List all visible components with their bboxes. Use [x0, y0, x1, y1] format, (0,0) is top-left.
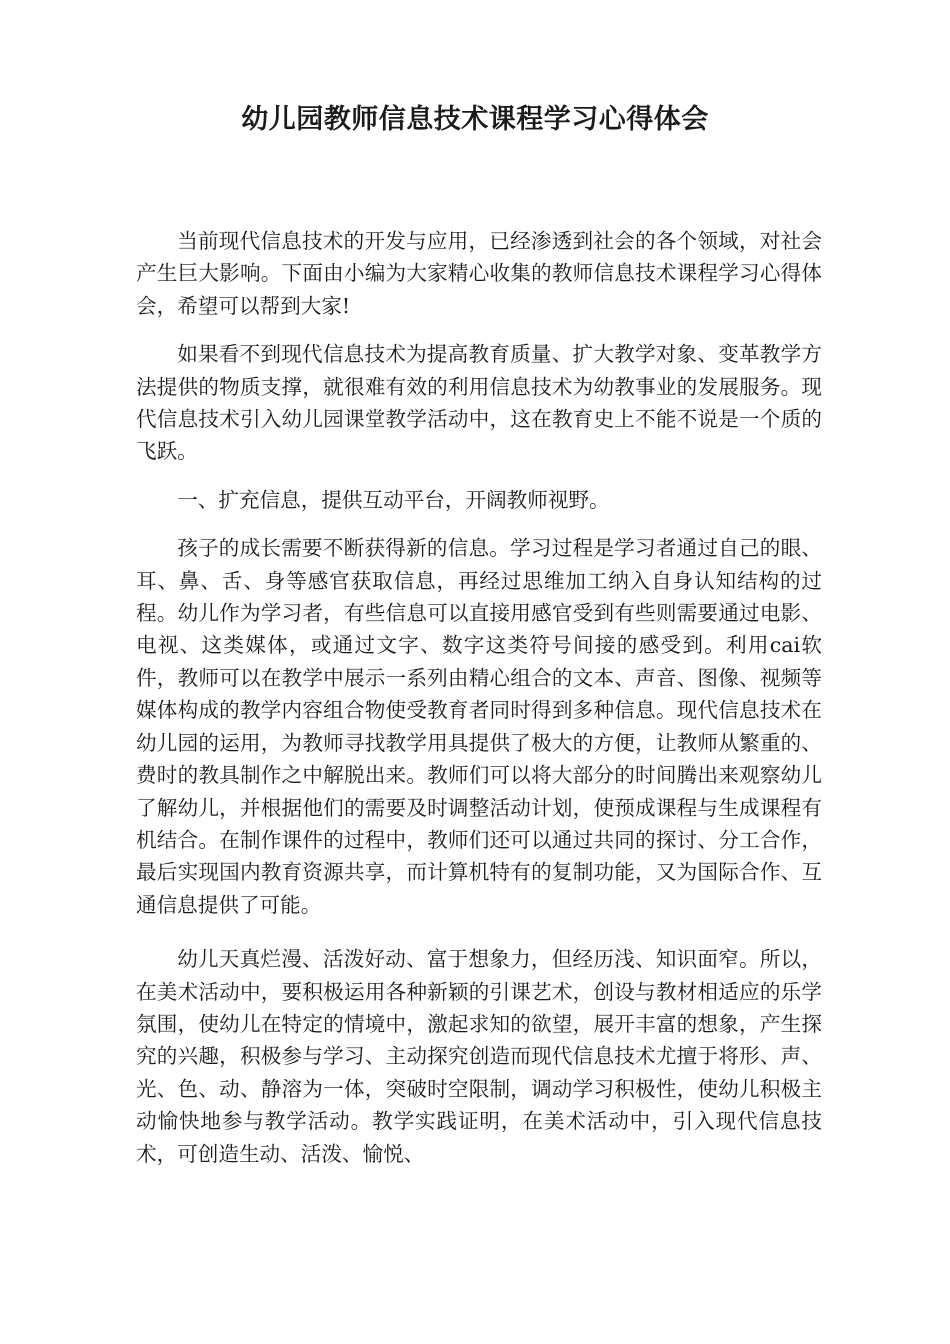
paragraph-support: 如果看不到现代信息技术为提高教育质量、扩大教学对象、变革教学方法提供的物质支撑，就很难有效的利用信息技术为幼教事业的发展服务。现代信息技术引入幼儿园课堂教学活动中，这在教育史上不能不说是一个质的飞跃。: [136, 342, 822, 464]
paragraph-information: 孩子的成长需要不断获得新的信息。学习过程是学习者通过自己的眼、耳、鼻、舌、身等感官获取信息，再经过思维加工纳入自身认知结构的过程。幼儿作为学习者，有些信息可以直接用感官受到有些则需要通过电影、电视、这类媒体，或通过文字、数字这类符号间接的感受到。利用cai软件，教师可以在教学中展示一系列由精心组合的文本、声音、图像、视频等媒体构成的教学内容组合物使受教育者同时得到多种信息。现代信息技术在幼儿园的运用，为教师寻找教学用具提供了极大的方便，让教师从繁重的、费时的教具制作之中解脱出来。教师们可以将大部分的时间腾出来观察幼儿了解幼儿，并根据他们的需要及时调整活动计划，使预成课程与生成课程有机结合。在制作课件的过程中，教师们还可以通过共同的探讨、分工合作，最后实现国内教育资源共享，而计算机特有的复制功能，又为国际合作、互通信息提供了可能。: [136, 536, 822, 917]
section-heading-1: 一、扩充信息，提供互动平台，开阔教师视野。: [177, 487, 610, 512]
document-body: [136, 225, 822, 1186]
paragraph-intro: 当前现代信息技术的开发与应用，已经渗透到社会的各个领域，对社会产生巨大影响。下面由小编为大家精心收集的教师信息技术课程学习心得体会，希望可以帮到大家!: [136, 229, 822, 318]
paragraph-art-activity: 幼儿天真烂漫、活泼好动、富于想象力，但经历浅、知识面窄。所以，在美术活动中，要积极运用各种新颖的引课艺术，创设与教材相适应的乐学氛围，使幼儿在特定的情境中，激起求知的欲望，展开丰富的想象，产生探究的兴趣，积极参与学习、主动探究创造而现代信息技术尤擅于将形、声、光、色、动、静溶为一体，突破时空限制，调动学习积极性，使幼儿积极主动愉快地参与教学活动。教学实践证明，在美术活动中，引入现代信息技术，可创造生动、活泼、愉悦、: [136, 947, 822, 1166]
document-title: 幼儿园教师信息技术课程学习心得体会: [241, 104, 709, 135]
